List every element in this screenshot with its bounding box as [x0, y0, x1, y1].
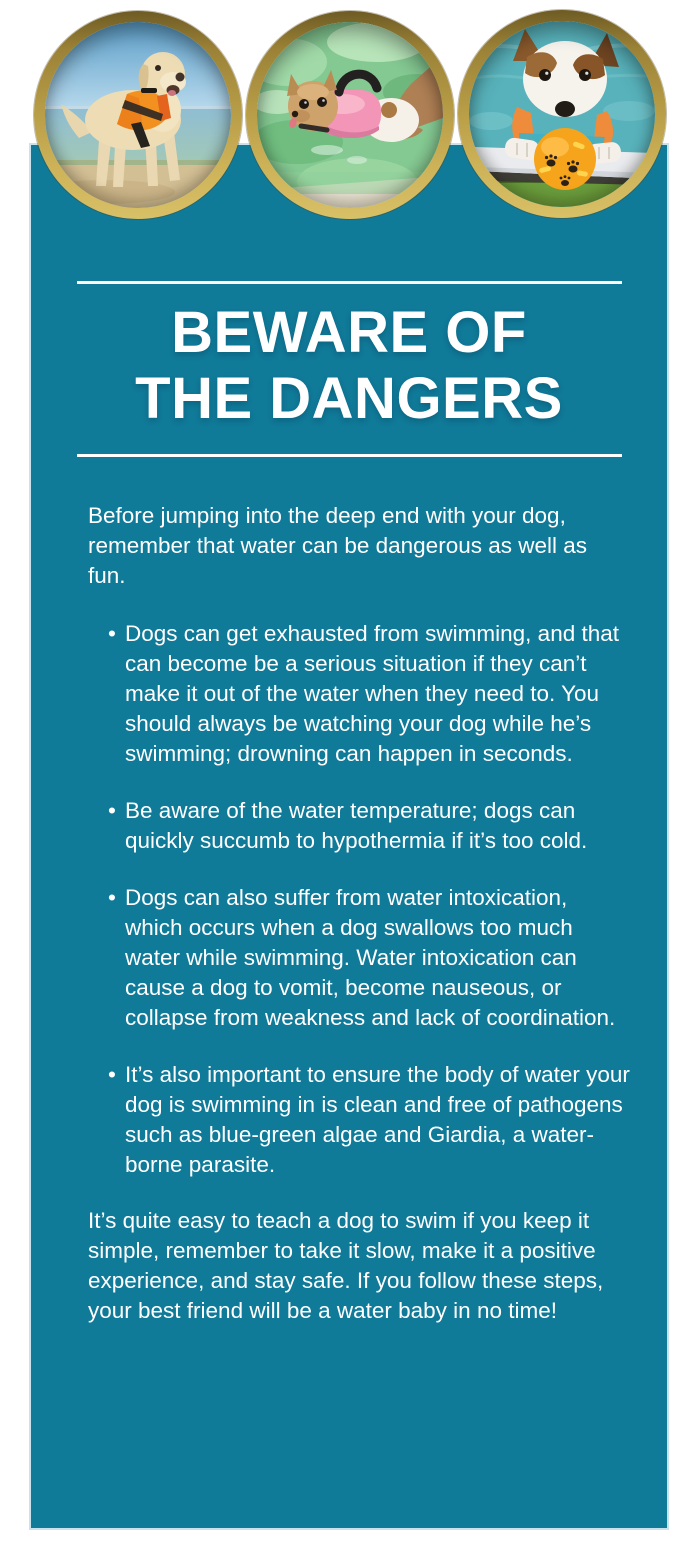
chihuahua-pool-photo — [257, 22, 443, 208]
divider-bottom — [77, 454, 622, 457]
golden-retriever-beach-photo — [45, 22, 231, 208]
title-line-2: THE DANGERS — [135, 366, 563, 431]
jack-russell-illustration — [469, 21, 655, 207]
list-item-exhaustion: • Dogs can get exhausted from swimming, and that can become be a serious situation if they can’t make it out of the water when they need to. You should always be watching your dog while he’s swimming; drowning can happen in seconds. — [108, 619, 630, 769]
photo-frame-gold-ring — [458, 10, 666, 218]
title-line-1: BEWARE OF — [171, 300, 527, 365]
danger-list — [31, 619, 667, 1180]
list-item-pathogens: • It’s also important to ensure the body of water your dog is swimming in is clean and free of pathogens such as blue-green algae and Giardia, a water-borne parasite. — [108, 1060, 630, 1180]
divider-top — [77, 281, 622, 284]
list-item-intoxication: • Dogs can also suffer from water intoxication, which occurs when a dog swallows too much water while swimming. Water intoxication can cause a dog to vomit, become nauseous, or collapse from weakness and lack of coordination. — [108, 883, 630, 1033]
jack-russell-ball-photo — [469, 21, 655, 207]
content-panel — [29, 143, 669, 1530]
photo-frame-gold-ring — [246, 11, 454, 219]
page-title — [31, 300, 667, 432]
closing-paragraph: It’s quite easy to teach a dog to swim if you keep it simple, remember to take it slow, make it a positive experience, and stay safe. If you follow these steps, your best friend will be a water baby in no time! — [88, 1208, 604, 1323]
photo-frame-gold-ring — [34, 11, 242, 219]
list-item-temperature: • Be aware of the water temperature; dogs can quickly succumb to hypothermia if it’s too cold. — [108, 796, 630, 856]
chihuahua-illustration — [257, 22, 443, 208]
intro-paragraph: Before jumping into the deep end with your dog, remember that water can be dangerous as well as fun. — [88, 503, 588, 588]
golden-retriever-illustration — [45, 22, 231, 208]
